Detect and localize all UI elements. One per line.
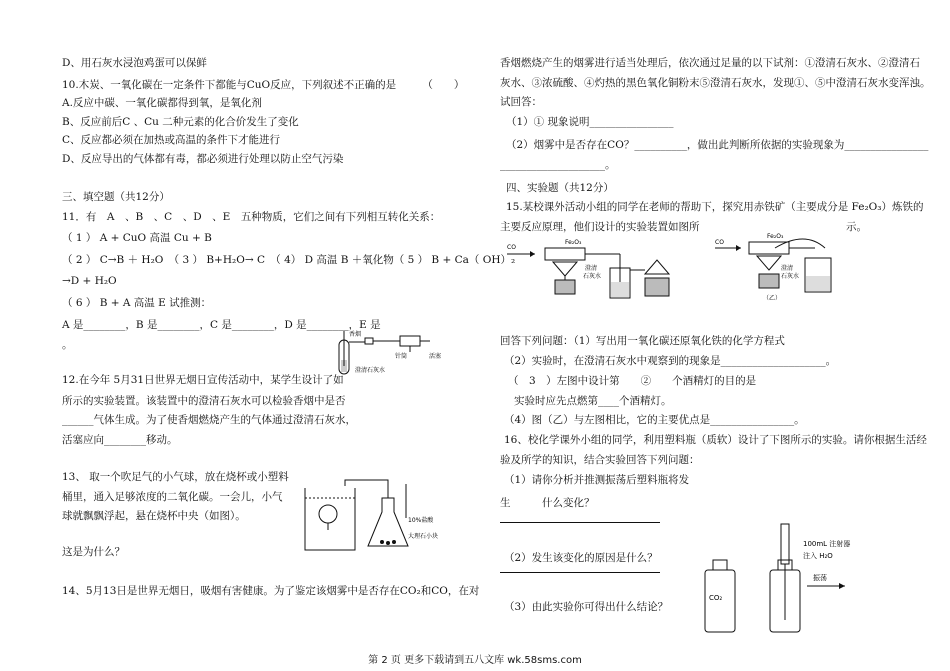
q12-line-3: ______气体生成。为了使香烟燃烧产生的气体通过澄清石灰水， (62, 414, 356, 426)
q14-line-3: 灰水、③浓硫酸、④灼热的黑色氧化铜粉末⑤澄清石灰水，发现①、⑤中澄清石灰水变浑浊。 (500, 77, 931, 89)
q14-sub-2: （2）烟雾中是否存在CO？__________，做出此判断所依据的实验现象为________________ (506, 139, 929, 151)
q16-bottle-figure (695, 520, 865, 638)
fig12-piston-label: 活塞 (429, 353, 442, 360)
q10-option-c: C、反应都必须在加热或高温的条件下才能进行 (62, 134, 281, 146)
fig15-fe-label-b: Fe₂O₃ (767, 233, 784, 240)
q10-option-b: B、反应前后C 、Cu 二种元素的化合价发生了变化 (62, 116, 299, 128)
section-3-title: 三、填空题（共12分） (62, 191, 170, 203)
q16-answer-line-2 (500, 572, 660, 573)
q15-question-1: 回答下列问题：（1）写出用一氧化碳还原氧化铁的化学方程式 (500, 335, 785, 347)
q11-reaction-1: （ 1 ） A + CuO 高温 Cu + B (62, 232, 212, 244)
fig15-lime-label-a2: 石灰水 (583, 273, 602, 280)
q15-question-3-cont: 实验时应先点燃第____个酒精灯。 (514, 395, 672, 407)
q11-stem: 11．有 A 、B 、C 、D 、E 五种物质，它们之间有下列相互转化关系： (62, 211, 441, 223)
q14-sub-2-cont: ____________________。 (500, 159, 616, 171)
fig15-lime-label-a1: 澄清 (585, 265, 598, 272)
q15-question-4: （4）图（乙）与左图相比，它的主要优点是________________。 (504, 414, 805, 426)
q15-question-3: （ 3 ）左图中设计第 ② 个酒精灯的目的是 (508, 375, 757, 387)
fig15-label-yi: （乙） (763, 295, 782, 302)
q15-line-1: 15.某校课外活动小组的同学在老师的帮助下，探究用赤铁矿（主要成分是 Fe₂O₃）炼铁的 (506, 201, 924, 213)
fig16-shake-label: 振荡 (813, 574, 827, 582)
q16-line-2: 验及所学的知识，结合实验回答下列问题： (500, 454, 700, 466)
page-footer: 第 2 页 更多下载请到五八文库 wk.58sms.com (368, 655, 582, 666)
fig16-syringe-label: 100mL 注射器 (803, 540, 851, 548)
q16-sub-2: （2）发生该变化的原因是什么？ (504, 552, 658, 564)
q12-line-4: 活塞应向________移动。 (62, 434, 178, 446)
fig12-cigarette-label: 香烟 (349, 331, 362, 338)
fig13-acid-label: 10%盐酸 (408, 517, 434, 524)
fig12-needle-label: 针筒 (395, 353, 408, 360)
q16-sub-1-cont: 生 什么变化？ (500, 497, 595, 509)
q12-line-1: 12.在今年 5月31日世界无烟日宣传活动中，某学生设计了如 (62, 374, 344, 386)
q16-sub-3: （3）由此实验你可得出什么结论？ (504, 601, 669, 613)
q10-option-d: D、反应导出的气体都有毒，都必须进行处理以防止空气污染 (62, 153, 344, 165)
q15-question-2: （2）实验时，在澄清石灰水中观察到的现象是____________________。 (504, 355, 837, 367)
q11-reaction-5-cont: →D + H₂O (62, 275, 117, 287)
q11-end: 。 (62, 339, 73, 351)
q14-stem: 14、5月13日是世界无烟日，吸烟有害健康。为了鉴定该烟雾中是否存在CO₂和CO，在对 (62, 585, 480, 597)
fig12-lime-label: 澄清石灰水 (355, 367, 386, 374)
q16-answer-line-1 (500, 522, 660, 523)
q11-reaction-6: （ 6 ） B + A 高温 E 试推测： (62, 297, 212, 309)
q10-stem: 10.木炭、一氧化碳在一定条件下都能与CuO反应，下列叙述不正确的是 （ ） (62, 79, 465, 91)
q13-line-2: 桶里，通入足够浓度的二氧化碳。一会儿，小气 (62, 491, 283, 503)
q10-option-a: A.反应中碳、一氧化碳都得到氧，是氧化剂 (62, 97, 262, 109)
q14-line-4: 试回答： (500, 96, 542, 108)
fig15-lime-label-b2: 石灰水 (781, 273, 800, 280)
fig15-co-label-b: CO (715, 239, 724, 246)
q16-line-1: 16、校化学课外小组的同学，利用塑料瓶（质软）设计了下图所示的实验。请你根据生活经 (504, 434, 927, 446)
fig16-co2-label: CO₂ (709, 594, 723, 602)
fig15-lime-label-b1: 澄清 (781, 265, 794, 272)
q13-line-1: 13、 取一个吹足气的小气球，放在烧杯或小塑料 (62, 471, 289, 483)
fig15-fe-label-a: Fe₂O₃ (565, 239, 582, 246)
q13-balloon-figure (300, 478, 465, 556)
fig13-marble-label: 大理石小块 (408, 533, 439, 540)
q15-line-2: 主要反应原理，他们设计的实验装置如图所 (500, 221, 700, 233)
q12-line-2: 所示的实验装置。该装置中的澄清石灰水可以检验香烟中是否 (62, 395, 346, 407)
q14-line-2: 香烟燃烧产生的烟雾进行适当处理后，依次通过足量的以下试剂：①澄清石灰水、②澄清石 (500, 57, 920, 69)
q15-line-2-end: 示。 (846, 221, 867, 233)
fig15-co-label-a: CO (507, 244, 516, 251)
q11-reaction-2-5: （ 2 ） C→B ＋ H₂O （ 3 ） B+H₂O→ C （ 4） D 高温 B ＋氧化物（ 5 ） B + Ca（ OH）₂ (62, 254, 516, 266)
section-4-title: 四、实验题（共12分） (506, 182, 614, 194)
q9-option-d: D、用石灰水浸泡鸡蛋可以保鲜 (62, 57, 207, 69)
q12-apparatus-figure (325, 328, 465, 378)
fig16-water-label: 注入 H₂O (803, 552, 833, 560)
q11-answers: A 是________，B 是________，C 是________，D 是________，E 是 (62, 319, 381, 331)
q15-apparatus-figure (505, 232, 895, 304)
q14-sub-1: （1）① 现象说明________________ (506, 116, 674, 128)
q13-question: 这是为什么？ (62, 546, 125, 558)
q13-line-3: 球就飘飘浮起，悬在烧杯中央（如图）。 (62, 510, 246, 522)
q16-sub-1: （1）请你分析并推测振荡后塑料瓶将发 (504, 474, 690, 486)
